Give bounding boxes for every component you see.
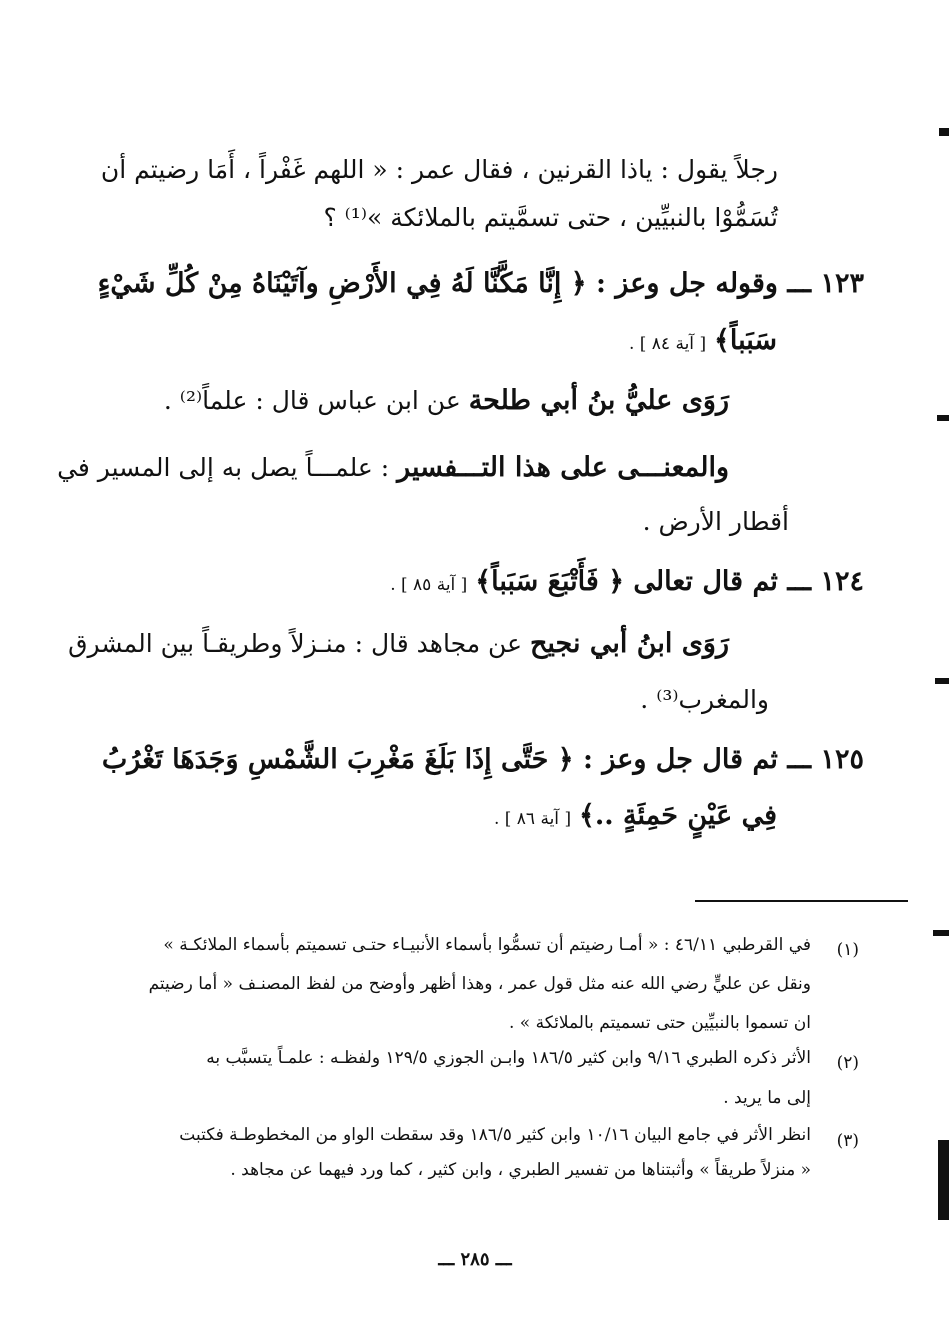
meaning-line xyxy=(57,452,729,484)
body-line: أقطار الأرض . xyxy=(642,507,789,536)
footnote-separator xyxy=(695,900,908,902)
scan-edge-mark xyxy=(938,1140,949,1220)
body-line: رجلاً يقول : ياذا القرنين ، فقال عمر : « اللهم غَفْراً ، أَمَا رضيتم أن xyxy=(100,155,778,184)
footnote-line: « منزلاً طريقاً » وأثبتناها من تفسير الطبري ، وابن كثير ، كما ورد فيهما عن مجاهد . xyxy=(230,1160,811,1180)
verse-heading-125: ١٢٥ ـــ ثم قال جل وعز : ﴿ حَتَّى إِذَا بَلَغَ مَغْرِبَ الشَّمْسِ وَجَدَهَا تَغْرُبُ xyxy=(101,744,864,775)
verse-text: ١٢٤ ـــ ثم قال تعالى ﴿ فَأَتْبَعَ سَبَباً﴾ xyxy=(475,566,864,597)
narration-line xyxy=(164,385,729,417)
body-line: تُسَمُّوْا بالنبيِّين ، حتى تسمَّيتم بالملائكة »⁽¹⁾ ؟ xyxy=(323,203,778,232)
verse-heading-123: ١٢٣ ـــ وقوله جل وعز : ﴿ إِنَّا مَكَّنَّا لَهُ فِي الأَرْضِ وآتَيْنَاهُ مِنْ كُلِّ شَيْءٍ xyxy=(97,268,864,299)
verse-text: فِي عَيْنٍ حَمِئَةٍ ..﴾ xyxy=(579,800,777,831)
narrator: رَوَى عليُّ بنُ أبي طلحة xyxy=(468,385,729,416)
narration-text: عن ابن عباس قال : علماً⁽²⁾ . xyxy=(163,386,461,415)
verse-text: سَبَباً﴾ xyxy=(714,325,777,356)
footnote-line: ان تسموا بالنبيِّين حتى تسميتم بالملائكة » . xyxy=(508,1013,811,1033)
footnote-line: في القرطبي ٤٦/١١ : « أمـا رضيتم أن تسمُّوا بأسماء الأنبيـاء حتـى تسميتم بأسماء الملائكـة » xyxy=(163,935,811,955)
footnote-line: ونقل عن عليٍّ رضي الله عنه مثل قول عمر ، وهذا أظهر وأوضح من لفظ المصنـف « أما رضيتم xyxy=(148,974,811,994)
footnote-number: (٢) xyxy=(836,1053,859,1073)
verse-reference: [ آية ٨٤ ] . xyxy=(628,334,707,354)
narration-line xyxy=(68,628,729,660)
verse-heading-124 xyxy=(390,566,864,598)
footnote-line: إلى ما يريد . xyxy=(723,1088,811,1108)
meaning-heading: والمعنـــى على هذا التـــفسير xyxy=(397,452,729,483)
verse-line xyxy=(629,325,777,357)
page-number: ـــ ٢٨٥ ـــ xyxy=(438,1249,512,1270)
verse-reference: [ آية ٨٥ ] . xyxy=(390,575,468,595)
footnote-line: انظر الأثر في جامع البيان ١٠/١٦ وابن كثير ١٨٦/٥ وقد سقطت الواو من المخطوطـة فكتبت xyxy=(179,1125,811,1145)
verse-reference: [ آية ٨٦ ] . xyxy=(493,809,572,829)
scan-edge-mark xyxy=(939,128,949,136)
narrator: رَوَى ابنُ أبي نجيح xyxy=(529,628,729,659)
narration-text: عن مجاهد قال : منـزلاً وطريقـاً بين المشرق xyxy=(68,629,523,658)
scan-edge-mark xyxy=(937,415,949,421)
footnote-number: (٣) xyxy=(836,1131,859,1151)
body-line: والمغرب⁽³⁾ . xyxy=(640,685,769,714)
footnote-line: الأثر ذكره الطبري ٩/١٦ وابن كثير ١٨٦/٥ وابـن الجوزي ١٢٩/٥ ولفظـه : علمـاً يتسبَّب به xyxy=(206,1048,811,1068)
verse-line xyxy=(494,800,777,832)
scan-edge-mark xyxy=(935,678,949,684)
footnote-number: (١) xyxy=(836,940,859,960)
meaning-text: : علمـــاً يصل به إلى المسير في xyxy=(57,453,390,482)
scan-edge-mark xyxy=(933,930,949,936)
